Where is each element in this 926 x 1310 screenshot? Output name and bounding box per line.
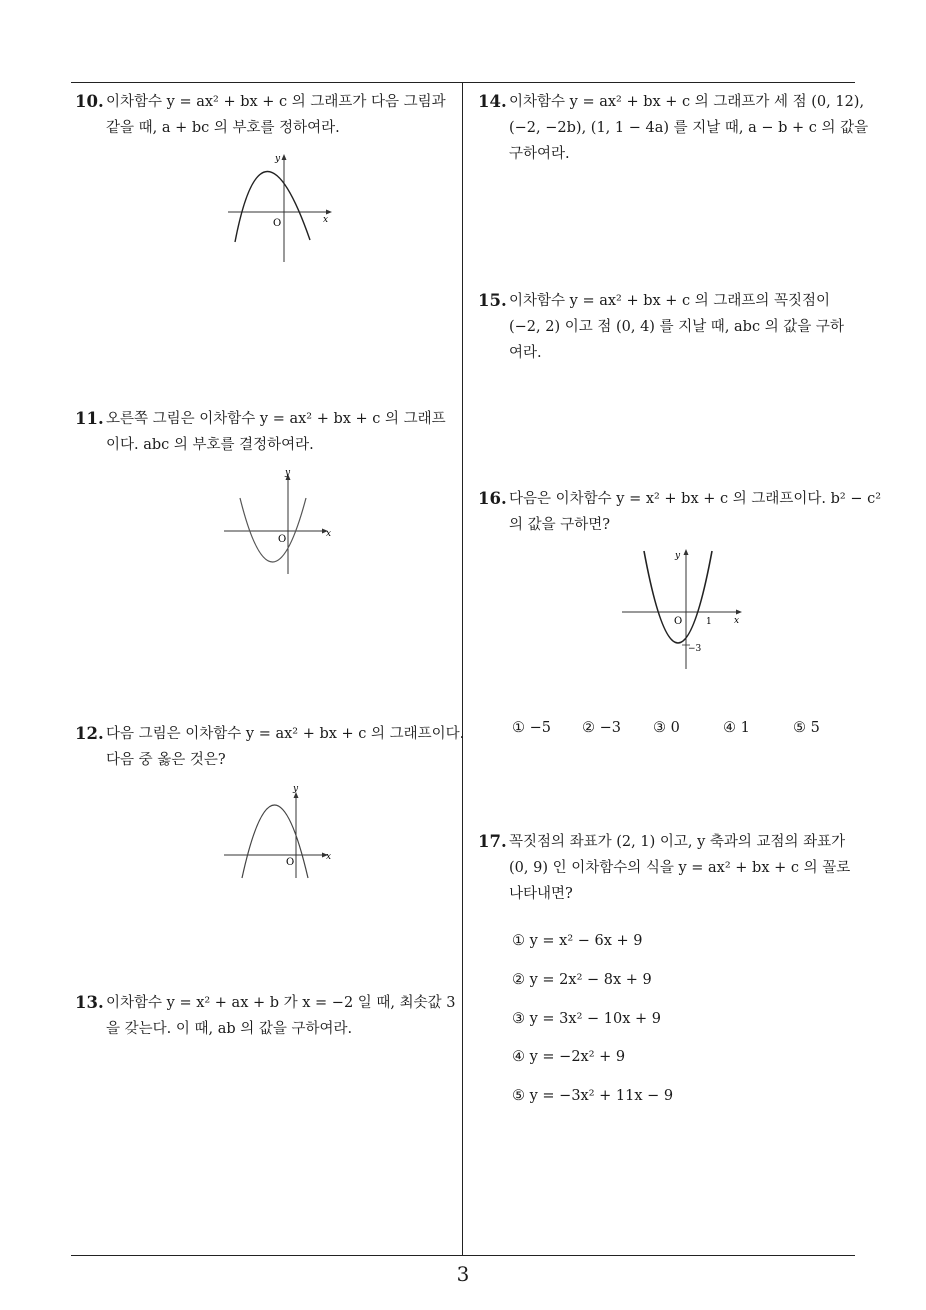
problem-text: 나타내면? [509, 886, 573, 902]
y-axis-label: y [293, 784, 299, 794]
choice-5[interactable]: ⑤ 5 [793, 720, 820, 736]
problem-number: 14. [478, 92, 507, 111]
problem-text: 이차함수 y = ax² + bx + c 의 그래프가 다음 그림과 [106, 94, 446, 110]
column-divider [462, 82, 463, 1256]
y-axis-label: y [675, 551, 681, 561]
problem-text: 의 값을 구하면? [509, 517, 611, 533]
choice-3[interactable]: ③ 0 [653, 720, 680, 736]
bottom-rule [71, 1255, 855, 1256]
problem-number: 10. [75, 92, 104, 111]
problem-text: 여라. [509, 345, 542, 361]
problem-text: 오른쪽 그림은 이차함수 y = ax² + bx + c 의 그래프 [106, 411, 446, 427]
choice-4[interactable]: ④ y = −2x² + 9 [512, 1049, 626, 1065]
origin-label: O [273, 218, 282, 229]
choice-1[interactable]: ① −5 [512, 720, 551, 736]
x-axis-label: x [734, 616, 740, 626]
problem-number: 15. [478, 291, 507, 310]
x-tick-label: 1 [706, 617, 712, 627]
top-rule [71, 82, 855, 83]
y-tick-label: −3 [688, 644, 702, 654]
problem-text: 이차함수 y = x² + ax + b 가 x = −2 일 때, 최솟값 3 [106, 995, 456, 1011]
problem-number: 12. [75, 724, 104, 743]
x-axis-label: x [326, 852, 332, 862]
problem-text: (0, 9) 인 이차함수의 식을 y = ax² + bx + c 의 꼴로 [509, 860, 851, 876]
problem-text: 다음 중 옳은 것은? [106, 752, 226, 768]
problem-text: 다음은 이차함수 y = x² + bx + c 의 그래프이다. b² − c² [509, 491, 882, 507]
problem-number: 13. [75, 993, 104, 1012]
problem-text: 이다. abc 의 부호를 결정하여라. [106, 437, 314, 453]
problem-text: 이차함수 y = ax² + bx + c 의 그래프가 세 점 (0, 12), [509, 94, 865, 110]
problem-text: 을 갖는다. 이 때, ab 의 값을 구하여라. [106, 1021, 353, 1037]
x-axis-label: x [326, 529, 332, 539]
choice-3[interactable]: ③ y = 3x² − 10x + 9 [512, 1011, 661, 1027]
problem-text: 같을 때, a + bc 의 부호를 정하여라. [106, 120, 340, 136]
y-axis-label: y [285, 468, 291, 478]
problem-number: 11. [75, 409, 104, 428]
choice-1[interactable]: ① y = x² − 6x + 9 [512, 933, 643, 949]
graph-10 [228, 152, 336, 264]
choice-4[interactable]: ④ 1 [723, 720, 750, 736]
page-number: 3 [456, 1262, 470, 1286]
problem-text: 다음 그림은 이차함수 y = ax² + bx + c 의 그래프이다. [106, 726, 465, 742]
graph-16 [620, 545, 748, 673]
problem-number: 16. [478, 489, 507, 508]
problem-text: 꼭짓점의 좌표가 (2, 1) 이고, y 축과의 교점의 좌표가 [509, 834, 846, 850]
y-axis-label: y [275, 154, 281, 164]
origin-label: O [286, 857, 295, 868]
graph-12 [224, 782, 336, 882]
problem-number: 17. [478, 832, 507, 851]
problem-text: 이차함수 y = ax² + bx + c 의 그래프의 꼭짓점이 [509, 293, 831, 309]
origin-label: O [674, 616, 683, 627]
choice-2[interactable]: ② y = 2x² − 8x + 9 [512, 972, 652, 988]
choice-5[interactable]: ⑤ y = −3x² + 11x − 9 [512, 1088, 674, 1104]
problem-text: (−2, 2) 이고 점 (0, 4) 를 지날 때, abc 의 값을 구하 [509, 319, 844, 335]
problem-text: 구하여라. [509, 146, 570, 162]
graph-11 [224, 466, 336, 578]
x-axis-label: x [323, 215, 329, 225]
problem-text: (−2, −2b), (1, 1 − 4a) 를 지날 때, a − b + c 의 값을 [509, 120, 869, 136]
choice-2[interactable]: ② −3 [582, 720, 621, 736]
origin-label: O [278, 534, 287, 545]
